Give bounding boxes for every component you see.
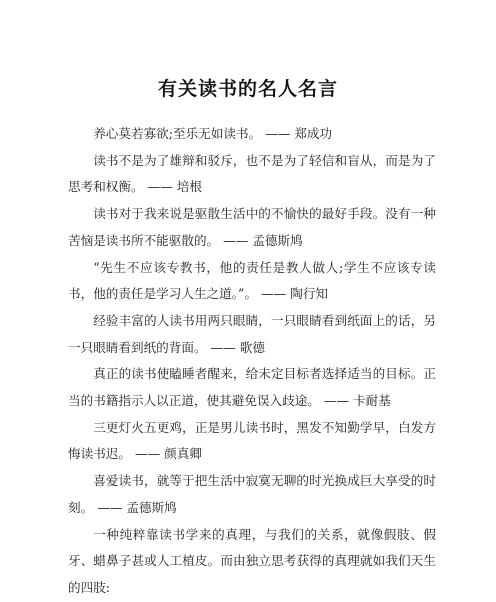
quote-paragraph: 一种纯粹靠读书学来的真理，与我们的关系，就像假肢、假牙、蜡鼻子甚或人工植皮。而由独立思考获得的真理就如我们天生的四肢: [68, 526, 436, 595]
quote-paragraph: 经验丰富的人读书用两只眼睛，一只眼睛看到纸面上的话，另一只眼睛看到纸的背面。 —— 歌德 [68, 312, 436, 355]
quote-paragraph: 三更灯火五更鸡，正是男儿读书时，黑发不知勤学早，白发方悔读书迟。 —— 颜真卿 [68, 419, 436, 462]
quote-paragraph: 喜爱读书，就等于把生活中寂寞无聊的时光换成巨大享受的时刻。 —— 孟德斯鸠 [68, 473, 436, 515]
document-title: 有关读书的名人名言 [157, 78, 338, 100]
quote-paragraph: 读书对于我来说是驱散生活中的不愉快的最好手段。没有一种苦恼是读书所不能驱散的。 —— 孟德斯鸠 [68, 206, 436, 248]
quote-paragraph: 真正的读书使瞌睡者醒来，给未定目标者选择适当的目标。正当的书籍指示人以正道，使其避免误入歧途。 —— 卡耐基 [68, 366, 436, 409]
quote-paragraph: “先生不应该专教书，他的责任是教人做人;学生不应该专读书，他的责任是学习人生之道。”。 —— 陶行知 [68, 259, 436, 302]
quote-paragraph: 读书不是为了雄辩和驳斥，也不是为了轻信和盲从，而是为了思考和权衡。 —— 培根 [68, 152, 436, 195]
quote-paragraph: 养心莫若寡欲;至乐无如读书。 —— 郑成功 [93, 126, 333, 141]
document-body [68, 121, 436, 602]
